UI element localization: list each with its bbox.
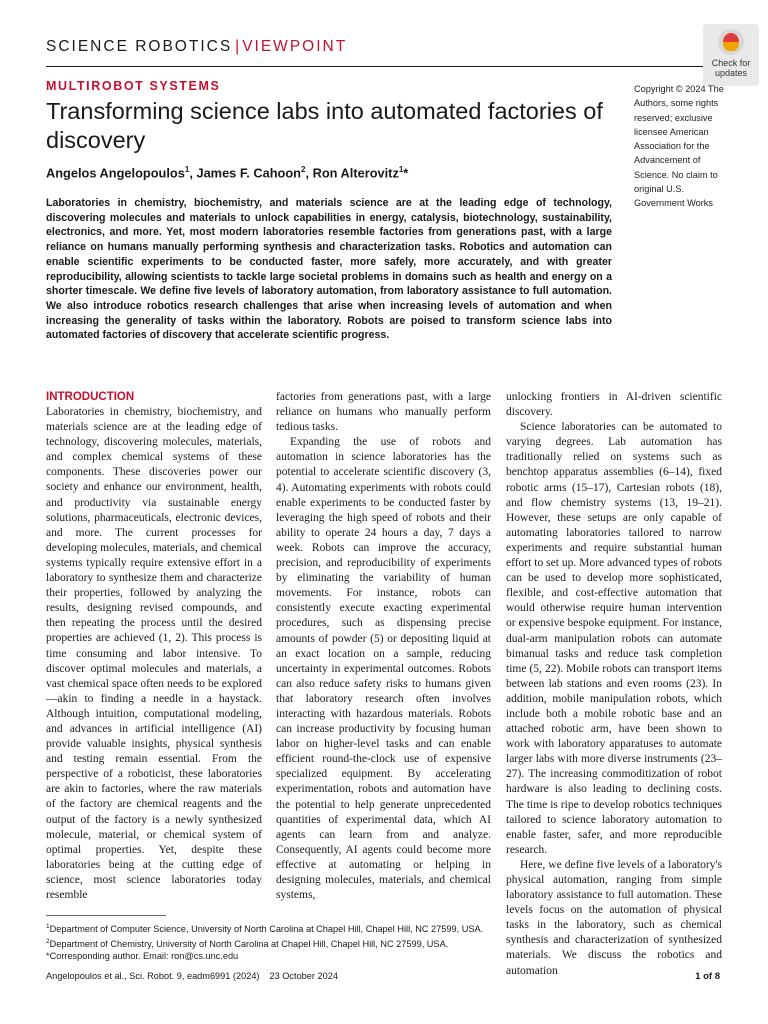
page-number: 1 of 8 — [695, 971, 720, 982]
author-name[interactable]: Ron Alterovitz — [312, 165, 399, 181]
affiliation-mark: 1 — [398, 165, 404, 174]
footnotes — [46, 921, 496, 963]
affiliation-2: Department of Chemistry, University of North Carolina at Chapel Hill, Chapel Hill, NC 27599, USA. — [49, 938, 449, 949]
copyright-notice: Copyright © 2024 The Authors, some rights reserved; exclusive licensee American Association for the Advancement of Science. No claim to original U.S. Government Works — [634, 84, 724, 209]
article-title: Transforming science labs into automated factories of discovery — [46, 98, 603, 153]
body-column-1 — [46, 390, 262, 903]
body-column-3 — [506, 390, 722, 979]
header-rule — [46, 66, 718, 67]
affiliation-mark: 2 — [46, 937, 50, 945]
header-separator: | — [235, 38, 240, 55]
author-list: Angelos Angelopoulos$^1$, James F. Cahoon$^2$, Ron Alterovitz$^1$* — [46, 165, 409, 181]
body-paragraph: Laboratories in chemistry, biochemistry, and materials science are at the leading edge of technology, discovering molecules, materials, and complex chemical systems of these components. These discoveries power our society and enhance our environment, health, and productivity via sustainable energy solutions, pharmaceuticals, electronic devices, and more. The current processes for developing molecules, materials, and chemical systems typically require extensive effort in a laboratory to synthesize them and characterize their properties, followed by analyzing the results, designing revised compounds, and then repeating the process until the desired properties are achieved (1, 2). This process is time consuming and labor intensive. To discover optimal molecules and materials, a vast chemical space often needs to be explored—akin to finding a needle in a haystack. Although intuition, computational modeling, and advances in artificial intelligence (AI) provide valuable insights, physical synthesis and testing remain essential. From the perspective of a roboticist, these laboratories are akin to factories, where the raw materials of the factory are chemical reagents and the output of the factory is a newly synthesized molecule, material, or chemical system of optimal properties. Yet, despite these laboratories being at the cutting edge of science, most science laboratories today resemble — [46, 406, 262, 901]
publication-date: 23 October 2024 — [269, 971, 338, 981]
section-heading-introduction: INTRODUCTION — [46, 391, 135, 403]
footnote-rule — [46, 915, 166, 916]
body-column-2 — [276, 390, 491, 903]
section-label: MULTIROBOT SYSTEMS — [46, 79, 221, 93]
check-updates-line2: updates — [714, 68, 748, 78]
body-paragraph: factories from generations past, with a large reliance on humans who manually perform tedious tasks. — [276, 391, 491, 434]
corresponding-mark: * — [403, 165, 409, 181]
affiliations-footnote — [46, 921, 496, 950]
body-paragraph: Here, we define five levels of a laboratory's physical automation, ranging from simple laboratory assistance to full automation. These levels focus on the automation of physical tasks in the laboratory, such as chemical synthesis and characterization of synthesized materials. We discuss the robotics and automation — [506, 858, 722, 977]
article-type: VIEWPOINT — [242, 38, 348, 55]
check-for-updates-button[interactable] — [703, 24, 759, 86]
journal-header — [46, 38, 347, 56]
author-name[interactable]: James F. Cahoon — [196, 165, 301, 181]
body-paragraph: Expanding the use of robots and automation in science laboratories has the potential to accelerate scientific discovery (3, 4). Automating experiments with robots could enable experiments to be conducted faster by leveraging the high speed of robots and their ability to operate 24 hours a day, 7 days a week. Robots can improve the accuracy, precision, and reproducibility of experiments by eliminating the variability of human movements. For instance, robots can consistently execute exacting experimental procedures, such as dispensing precise amounts of powder (5) or depositing liquid at an exact location on a sample, reducing uncertainty in experimental outcomes. Robots can also reduce safety risks to humans given that laboratory research often involves interacting with hazardous materials. Robots can increase productivity by focusing human labor on higher-level tasks and can enable efficient round-the-clock use of expensive specialized equipment. By accelerating experimentation, robots and automation have the potential to help generate unprecedented quantities of experimental data, which AI agents can learn from and analyze. Consequently, AI agents could become more effective at automating or helping in designing molecules, materials, and chemical systems, — [276, 436, 491, 902]
journal-name: SCIENCE ROBOTICS — [46, 38, 233, 55]
abstract: Laboratories in chemistry, biochemistry, and materials science are at the leading edge of technology, discovering molecules and materials to unlock capabilities in energy, catalysis, biotechnology, sustainability, electronics, and more. Yet, most modern laboratories resemble factories from generations past, with a large reliance on humans manually performing synthesis and characterization tasks. Robotics and automation can enable scientific experiments to be conducted faster, more safely, more accurately, and with greater reproducibility, allowing scientists to tackle large societal problems in domains such as health and energy on a shorter timescale. We define five levels of laboratory automation, from laboratory assistance to full automation. We also introduce robotics research challenges that arise when increasing levels of automation and when increasing the generality of tasks within the laboratory. Robots are poised to transform science labs into automated factories of discovery that accelerate scientific progress. — [46, 197, 612, 342]
affiliation-1: Department of Computer Science, University of North Carolina at Chapel Hill, Chapel Hill, NC 27599, USA. — [49, 924, 484, 935]
citation: Angelopoulos et al., Sci. Robot. 9, eadm6991 (2024) — [46, 971, 260, 981]
author-name[interactable]: Angelos Angelopoulos — [46, 165, 185, 181]
body-paragraph: unlocking frontiers in AI-driven scientific discovery. — [506, 391, 722, 419]
check-updates-line1: Check for — [711, 58, 751, 68]
body-paragraph: Science laboratories can be automated to varying degrees. Lab automation has traditionally relied on systems such as benchtop apparatus assemblies (6–14), fixed robotic arms (15–17), Cartesian robots (18), and flow chemistry systems (13, 19–21). However, these setups are only capable of automating laboratories tailored to narrow experiments and require substantial human effort to set up. More advanced types of robots can be used to develop more sophisticated, flexible, and cost-effective automation that would otherwise require human intervention or expensive bespoke equipment. For instance, dual-arm manipulation robots can automate bimanual tasks and reduce task completion time (5, 22). Mobile robots can transport items between lab stations and even rooms (23). In addition, mobile manipulation robots, which include both a mobile robotic base and an attached robotic arm, have been shown to work with laboratory apparatuses to automate larger labs with more diverse instruments (23–27). The increasing commoditization of robot hardware is also leading to declining costs. The time is ripe to develop robotics techniques tailored to science laboratory automation to enable faster, safer, and more reproducible research. — [506, 421, 722, 856]
affiliation-mark: 1 — [184, 165, 190, 174]
footer-citation — [46, 971, 338, 981]
affiliation-mark: 1 — [46, 923, 50, 930]
corresponding-author: *Corresponding author. Email: ron@cs.unc.edu — [46, 951, 239, 962]
affiliation-mark: 2 — [301, 165, 306, 174]
crossmark-icon — [718, 29, 744, 55]
